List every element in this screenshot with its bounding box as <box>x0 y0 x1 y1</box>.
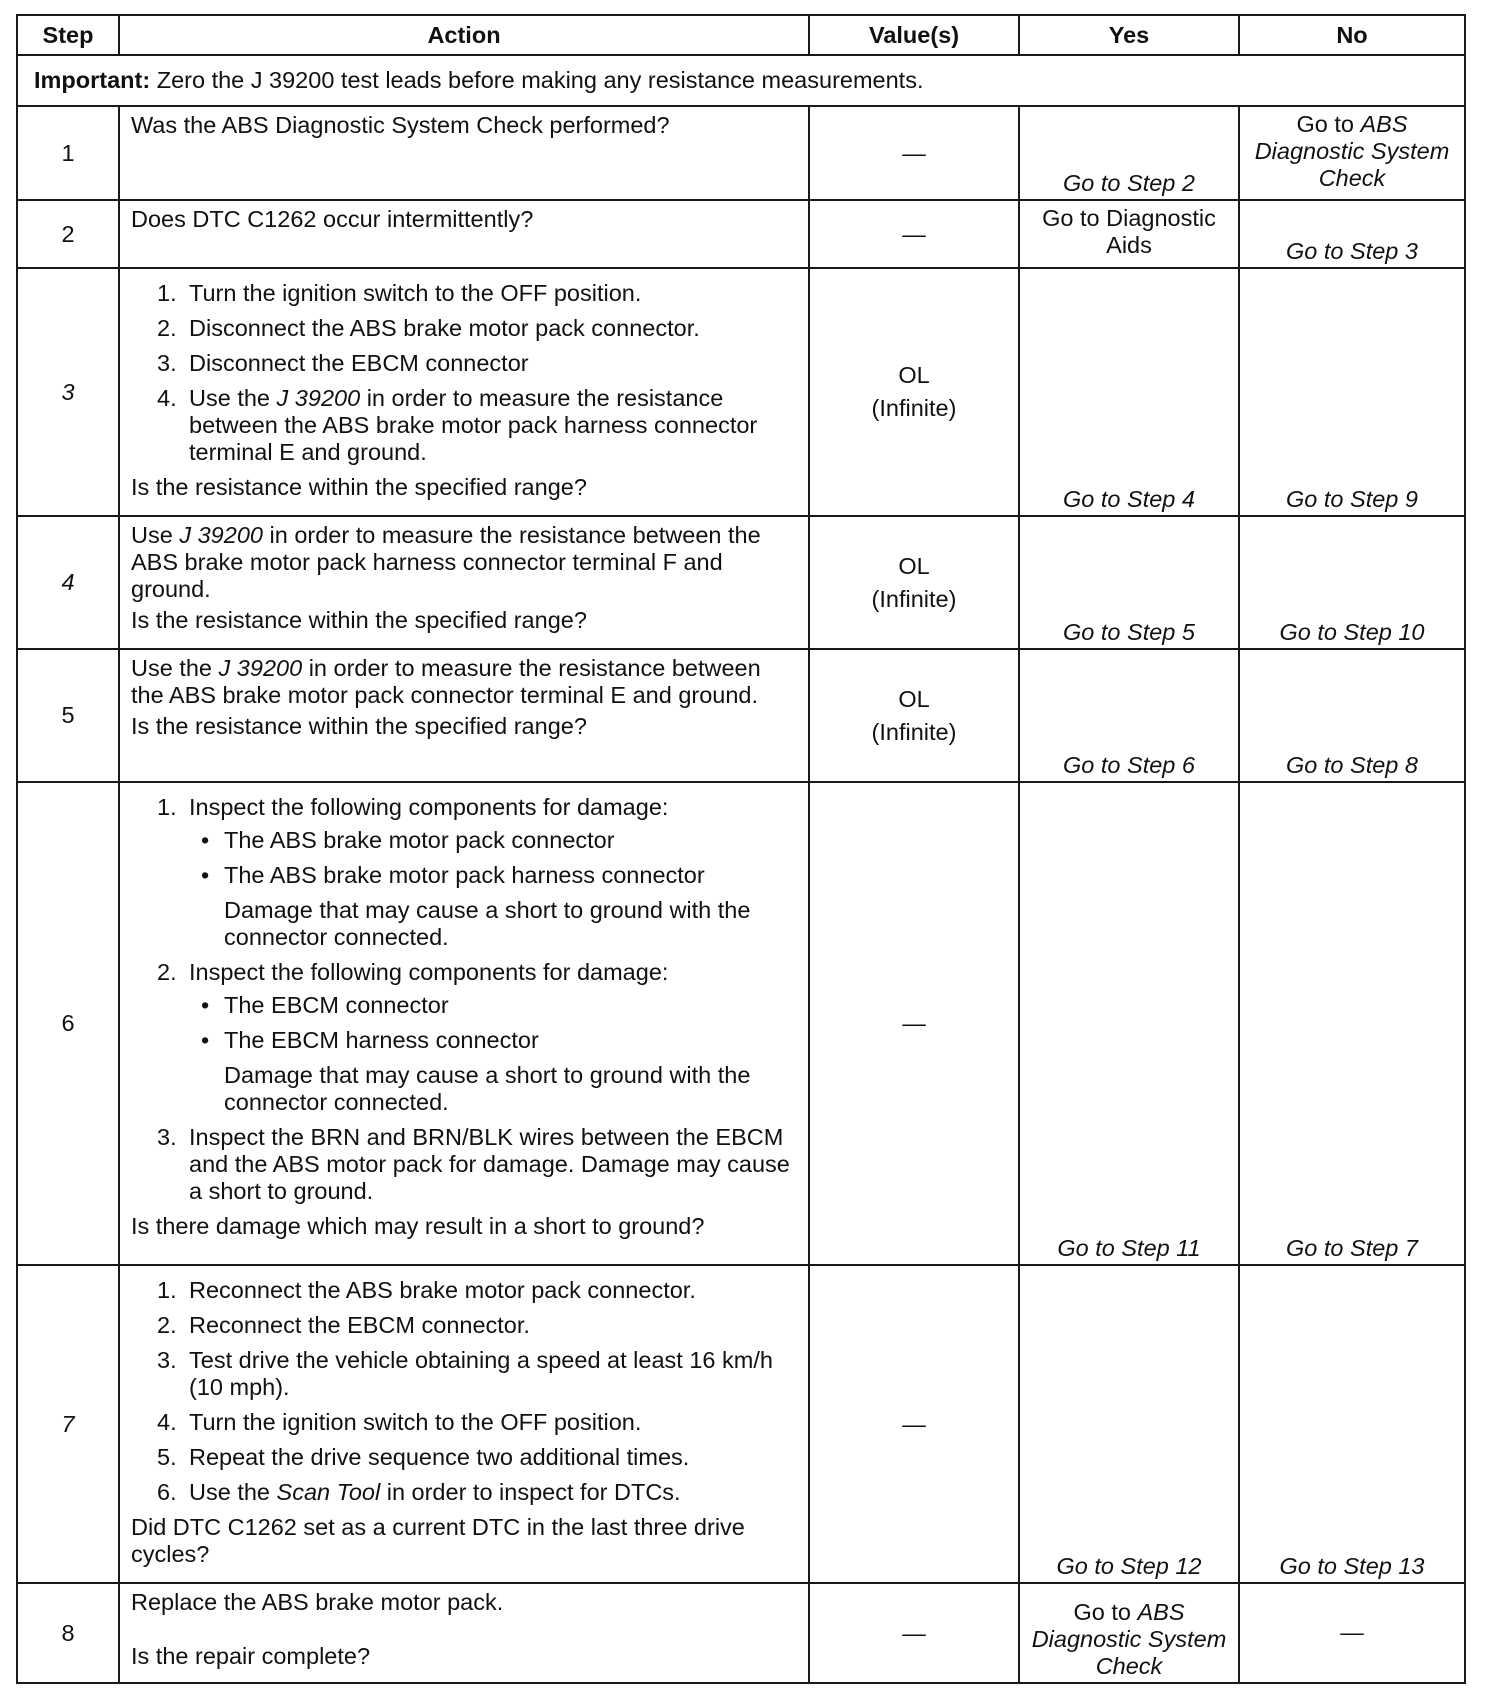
yes-cell: Go to Step 11 <box>1019 782 1239 1265</box>
action-cell <box>119 200 809 268</box>
important-label: Important: <box>34 67 151 93</box>
header-values: Value(s) <box>809 15 1019 55</box>
yes-prefix: Go to <box>1073 1599 1138 1625</box>
item-number: 5. <box>157 1444 177 1470</box>
important-row <box>17 55 1465 106</box>
table-row-step-4 <box>17 516 1465 649</box>
tool-name: Scan Tool <box>276 1479 381 1505</box>
yes-cell: Go to Step 12 <box>1019 1265 1239 1583</box>
step-number: 4 <box>17 516 119 649</box>
important-text: Zero the J 39200 test leads before making any resistance measurements. <box>150 67 924 93</box>
value-sub: (Infinite) <box>871 395 957 421</box>
item-number: 4. <box>157 385 177 411</box>
tool-name: J 39200 <box>276 385 361 411</box>
action-text-post: in order to measure the resistance between the ABS brake motor pack harness connector terminal F and ground. <box>131 522 761 602</box>
yes-cell <box>1019 1583 1239 1683</box>
action-text-post: in order to measure the resistance between the ABS brake motor pack connector terminal E and ground. <box>131 655 761 708</box>
action-question: Does DTC C1262 occur intermittently? <box>131 206 534 232</box>
item-number: 2. <box>157 1312 177 1338</box>
yes-cell: Go to Step 6 <box>1019 649 1239 782</box>
no-cell: Go to Step 8 <box>1239 649 1465 782</box>
item-number: 1. <box>157 1277 177 1303</box>
item-number: 1. <box>157 280 177 306</box>
no-cell: Go to Step 3 <box>1239 200 1465 268</box>
no-cell: Go to Step 9 <box>1239 268 1465 516</box>
yes-cell: Go to Step 4 <box>1019 268 1239 516</box>
table-row-step-5 <box>17 649 1465 782</box>
list-item <box>131 959 798 1116</box>
table-row-step-8 <box>17 1583 1465 1683</box>
bullet-list <box>189 992 798 1054</box>
action-cell <box>119 782 809 1265</box>
list-item <box>131 1312 798 1339</box>
table-row-step-7 <box>17 1265 1465 1583</box>
action-question: Is the repair complete? <box>131 1643 371 1669</box>
value-cell <box>809 268 1019 516</box>
header-step: Step <box>17 15 119 55</box>
action-text <box>131 522 798 607</box>
item-number: 2. <box>157 315 177 341</box>
item-text: Repeat the drive sequence two additional times. <box>189 1444 690 1470</box>
bullet-item: • The EBCM connector <box>189 992 798 1019</box>
value-cell: — <box>809 1583 1019 1683</box>
action-question: Was the ABS Diagnostic System Check performed? <box>131 112 670 138</box>
list-item <box>131 1347 798 1401</box>
item-text: Turn the ignition switch to the OFF position. <box>189 280 642 306</box>
list-item <box>131 1277 798 1304</box>
item-number: 3. <box>157 1124 177 1150</box>
table-row-step-2 <box>17 200 1465 268</box>
bullet-item: • The EBCM harness connector <box>189 1027 798 1054</box>
action-question: Is the resistance within the specified range? <box>131 607 587 633</box>
value-cell <box>809 516 1019 649</box>
value-sub: (Infinite) <box>871 718 957 745</box>
tool-name: J 39200 <box>179 522 263 548</box>
diagnostic-table <box>16 14 1466 1684</box>
table-row-step-3 <box>17 268 1465 516</box>
action-text: Replace the ABS brake motor pack. <box>131 1589 504 1615</box>
value-main: OL <box>898 362 930 388</box>
no-cell: Go to Step 10 <box>1239 516 1465 649</box>
step-number: 1 <box>17 106 119 200</box>
item-number: 3. <box>157 1347 177 1373</box>
step-number: 7 <box>17 1265 119 1583</box>
damage-note: Damage that may cause a short to ground with the connector connected. <box>224 897 751 950</box>
action-cell <box>119 106 809 200</box>
no-prefix: Go to <box>1296 111 1361 137</box>
step-number: 2 <box>17 200 119 268</box>
value-cell: — <box>809 106 1019 200</box>
item-text: Disconnect the ABS brake motor pack connector. <box>189 315 700 341</box>
action-cell <box>119 1265 809 1583</box>
item-number: 6. <box>157 1479 177 1505</box>
list-item <box>131 280 798 307</box>
value-sub: (Infinite) <box>871 585 957 612</box>
value-cell: — <box>809 782 1019 1265</box>
value-main: OL <box>898 552 930 579</box>
item-number: 2. <box>157 959 177 985</box>
step-number: 3 <box>17 268 119 516</box>
item-text-pre: Use the <box>189 385 277 411</box>
bullet-list <box>189 827 798 889</box>
action-question: Is the resistance within the specified range? <box>131 713 587 739</box>
item-text: Inspect the following components for damage: <box>189 794 669 820</box>
table-row-step-1 <box>17 106 1465 200</box>
table-row-step-6 <box>17 782 1465 1265</box>
list-item <box>131 385 798 466</box>
list-item <box>131 350 798 377</box>
tool-name: J 39200 <box>218 655 303 681</box>
item-number: 4. <box>157 1409 177 1435</box>
value-main: OL <box>898 685 930 712</box>
no-cell <box>1239 106 1465 200</box>
step-number: 6 <box>17 782 119 1265</box>
substep-list <box>131 280 798 466</box>
header-no: No <box>1239 15 1465 55</box>
header-action: Action <box>119 15 809 55</box>
no-cell: — <box>1239 1583 1465 1683</box>
step-number: 8 <box>17 1583 119 1683</box>
item-text: Reconnect the EBCM connector. <box>189 1312 530 1338</box>
value-cell: — <box>809 1265 1019 1583</box>
action-text <box>131 655 798 713</box>
no-link-text: ABS Diagnostic System Check <box>1254 111 1450 191</box>
item-number: 1. <box>157 794 177 820</box>
yes-cell: Go to Diagnostic Aids <box>1019 200 1239 268</box>
yes-link-text: ABS Diagnostic System Check <box>1031 1599 1227 1679</box>
important-note <box>17 55 1465 106</box>
action-text-pre: Use <box>131 522 180 548</box>
no-cell: Go to Step 7 <box>1239 782 1465 1265</box>
action-cell <box>119 268 809 516</box>
no-cell: Go to Step 13 <box>1239 1265 1465 1583</box>
action-text-pre: Use the <box>131 655 219 681</box>
list-item <box>131 1124 798 1205</box>
item-number: 3. <box>157 350 177 376</box>
action-cell <box>119 649 809 782</box>
action-question: Is the resistance within the specified range? <box>131 474 587 500</box>
list-item <box>131 1444 798 1471</box>
item-text: Inspect the BRN and BRN/BLK wires between the EBCM and the ABS motor pack for damage. Damage may cause a short to ground. <box>189 1124 790 1204</box>
item-text-pre: Use the <box>189 1479 277 1505</box>
item-text-post: in order to measure the resistance between the ABS brake motor pack harness connector terminal E and ground. <box>189 385 758 465</box>
action-cell <box>119 516 809 649</box>
action-question: Is there damage which may result in a short to ground? <box>131 1213 705 1239</box>
action-cell <box>119 1583 809 1683</box>
substep-list <box>131 794 798 1205</box>
item-text: Turn the ignition switch to the OFF position. <box>189 1409 642 1435</box>
header-yes: Yes <box>1019 15 1239 55</box>
item-text: Inspect the following components for damage: <box>189 959 669 985</box>
list-item <box>131 315 798 342</box>
value-cell <box>809 649 1019 782</box>
yes-cell: Go to Step 5 <box>1019 516 1239 649</box>
step-number: 5 <box>17 649 119 782</box>
list-item <box>131 1409 798 1436</box>
value-cell: — <box>809 200 1019 268</box>
item-text: Test drive the vehicle obtaining a speed at least 16 km/h (10 mph). <box>189 1347 773 1400</box>
list-item <box>131 794 798 951</box>
bullet-item: • The ABS brake motor pack harness connector <box>189 862 798 889</box>
substep-list <box>131 1277 798 1506</box>
item-text-post: in order to inspect for DTCs. <box>380 1479 681 1505</box>
bullet-item: • The ABS brake motor pack connector <box>189 827 798 854</box>
item-text: Disconnect the EBCM connector <box>189 350 529 376</box>
list-item <box>131 1479 798 1506</box>
damage-note: Damage that may cause a short to ground with the connector connected. <box>224 1062 751 1115</box>
yes-cell: Go to Step 2 <box>1019 106 1239 200</box>
action-question: Did DTC C1262 set as a current DTC in the last three drive cycles? <box>131 1514 745 1567</box>
item-text: Reconnect the ABS brake motor pack connector. <box>189 1277 696 1303</box>
header-row <box>17 15 1465 55</box>
